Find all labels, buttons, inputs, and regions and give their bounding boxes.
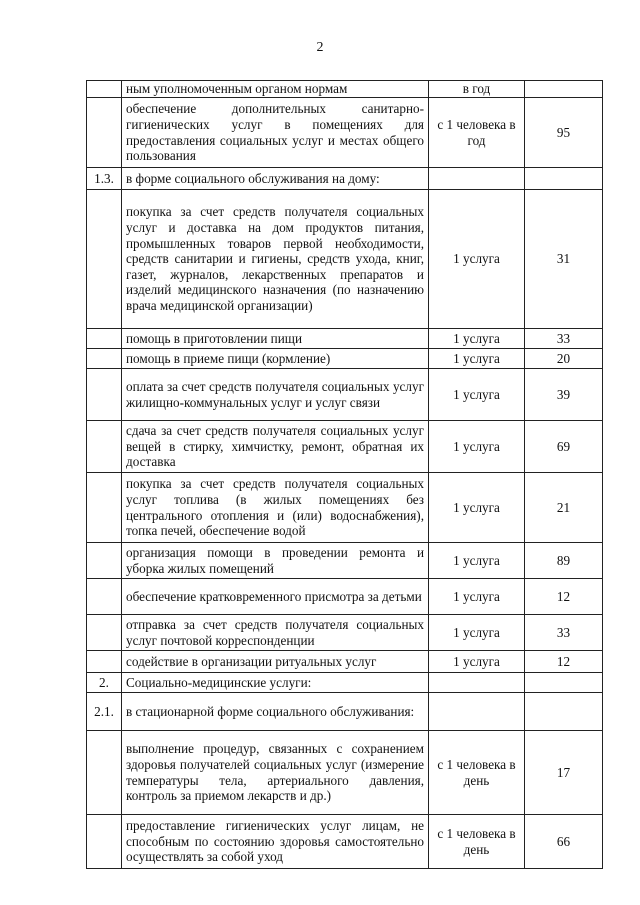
row-number — [87, 615, 122, 651]
service-name: в форме социального обслуживания на дому: — [122, 168, 429, 190]
table-row — [87, 731, 603, 815]
rate-value: 20 — [525, 349, 603, 369]
service-name: покупка за счет средств получателя социальных услуг и доставка на дом продуктов питания, промышленных товаров первой необходимости, средств санитарии и гигиены, средств ухода, книг, газет, журналов, лекарственных препаратов и изделий медицинского назначения (по назначению врача медицинской организации) — [122, 190, 429, 329]
unit — [429, 673, 525, 693]
rate-value — [525, 81, 603, 98]
rate-value: 39 — [525, 369, 603, 421]
table-row — [87, 815, 603, 869]
table-row — [87, 190, 603, 329]
row-number: 1.3. — [87, 168, 122, 190]
unit: с 1 человека в день — [429, 815, 525, 869]
table-row — [87, 349, 603, 369]
unit: 1 услуга — [429, 651, 525, 673]
page-number: 2 — [316, 40, 324, 55]
service-name: содействие в организации ритуальных услуг — [122, 651, 429, 673]
unit: 1 услуга — [429, 369, 525, 421]
row-number: 2.1. — [87, 693, 122, 731]
service-name: отправка за счет средств получателя социальных услуг почтовой корреспонденции — [122, 615, 429, 651]
unit: 1 услуга — [429, 349, 525, 369]
table-row — [87, 615, 603, 651]
row-number — [87, 731, 122, 815]
rate-value: 12 — [525, 579, 603, 615]
table-row — [87, 543, 603, 579]
table-row — [87, 673, 603, 693]
table-row — [87, 329, 603, 349]
row-number — [87, 190, 122, 329]
rate-value: 33 — [525, 329, 603, 349]
rate-value: 12 — [525, 651, 603, 673]
table-row — [87, 421, 603, 473]
rate-value: 21 — [525, 473, 603, 543]
rate-value — [525, 168, 603, 190]
unit: 1 услуга — [429, 579, 525, 615]
table-row — [87, 369, 603, 421]
service-name: помощь в приеме пищи (кормление) — [122, 349, 429, 369]
row-number — [87, 81, 122, 98]
rate-value: 66 — [525, 815, 603, 869]
unit: 1 услуга — [429, 190, 525, 329]
services-tariff-table — [86, 80, 603, 869]
service-name: обеспечение дополнительных санитарно-гигиенических услуг в помещениях для предоставления социальных услуг и местах общего пользования — [122, 98, 429, 168]
row-number — [87, 349, 122, 369]
unit: 1 услуга — [429, 615, 525, 651]
row-number — [87, 421, 122, 473]
rate-value — [525, 693, 603, 731]
unit: 1 услуга — [429, 543, 525, 579]
table-row — [87, 473, 603, 543]
row-number — [87, 329, 122, 349]
table-row — [87, 81, 603, 98]
service-name: ным уполномоченным органом нормам — [122, 81, 429, 98]
row-number — [87, 815, 122, 869]
service-name: обеспечение кратковременного присмотра за детьми — [122, 579, 429, 615]
rate-value: 31 — [525, 190, 603, 329]
unit: 1 услуга — [429, 421, 525, 473]
row-number — [87, 473, 122, 543]
table-row — [87, 98, 603, 168]
row-number — [87, 369, 122, 421]
row-number — [87, 543, 122, 579]
section-heading: Социально-медицинские услуги: — [122, 673, 429, 693]
row-number — [87, 98, 122, 168]
unit: 1 услуга — [429, 329, 525, 349]
service-name: организация помощи в проведении ремонта и уборка жилых помещений — [122, 543, 429, 579]
rate-value: 69 — [525, 421, 603, 473]
unit: 1 услуга — [429, 473, 525, 543]
row-number — [87, 579, 122, 615]
unit: с 1 человека в год — [429, 98, 525, 168]
service-name: помощь в приготовлении пищи — [122, 329, 429, 349]
subsection-heading: в стационарной форме социального обслуживания: — [122, 693, 429, 731]
unit — [429, 168, 525, 190]
unit — [429, 693, 525, 731]
unit: с 1 человека в день — [429, 731, 525, 815]
table-row — [87, 168, 603, 190]
service-name: выполнение процедур, связанных с сохранением здоровья получателей социальных услуг (измерение температуры тела, артериального давления, контроль за приемом лекарств и др.) — [122, 731, 429, 815]
unit: в год — [429, 81, 525, 98]
service-name: покупка за счет средств получателя социальных услуг топлива (в жилых помещениях без центрального отопления и (или) водоснабжения), топка печей, обеспечение водой — [122, 473, 429, 543]
table-row — [87, 579, 603, 615]
service-name: сдача за счет средств получателя социальных услуг вещей в стирку, химчистку, ремонт, обратная их доставка — [122, 421, 429, 473]
rate-value: 33 — [525, 615, 603, 651]
table-row — [87, 693, 603, 731]
service-name: оплата за счет средств получателя социальных услуг жилищно-коммунальных услуг и услуг связи — [122, 369, 429, 421]
rate-value: 95 — [525, 98, 603, 168]
service-name: предоставление гигиенических услуг лицам, не способным по состоянию здоровья самостоятельно осуществлять за собой уход — [122, 815, 429, 869]
rate-value — [525, 673, 603, 693]
table-row — [87, 651, 603, 673]
row-number: 2. — [87, 673, 122, 693]
row-number — [87, 651, 122, 673]
rate-value: 17 — [525, 731, 603, 815]
rate-value: 89 — [525, 543, 603, 579]
